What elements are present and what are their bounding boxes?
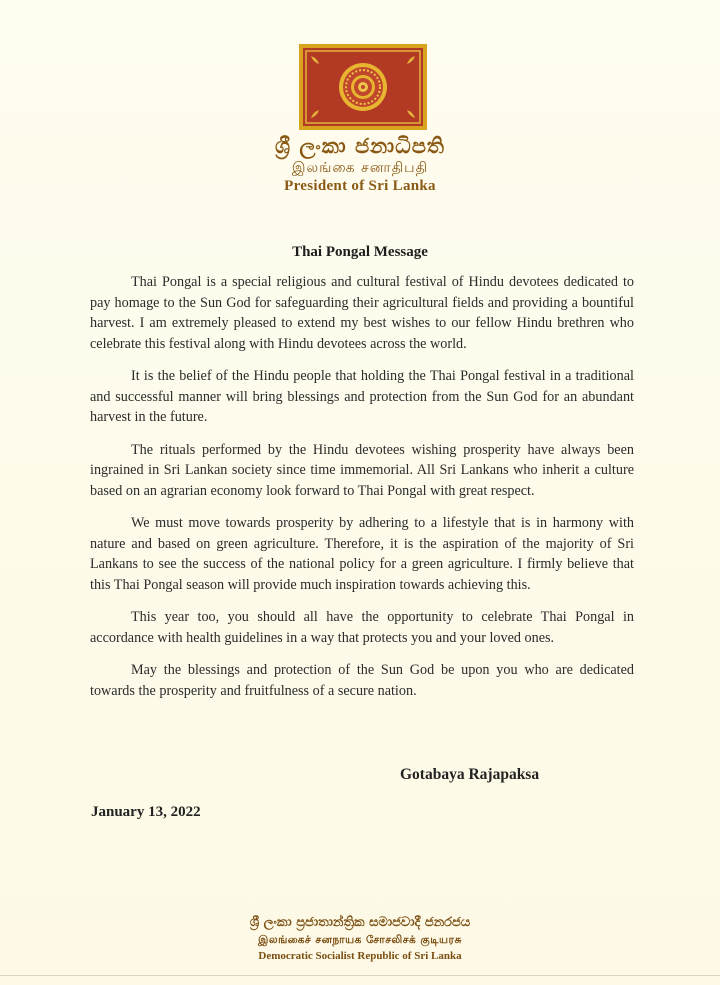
bottom-divider (0, 975, 720, 976)
paragraph-4: We must move towards prosperity by adhering to a lifestyle that is in harmony with nature and based on green agriculture. Therefore, it is the aspiration of the majority of Sri Lankans to see the success of the national policy for a green agriculture. I firmly believe that this Thai Pongal season will provide much inspiration towards achieving this. (90, 515, 634, 593)
paragraph-5: This year too, you should all have the opportunity to celebrate Thai Pongal in accordance with health guidelines in a way that protects you and your loved ones. (90, 609, 634, 646)
paragraph-6: May the blessings and protection of the Sun God be upon you who are dedicated towards the prosperity and fruitfulness of a secure nation. (90, 662, 634, 699)
letterhead-english: President of Sri Lanka (284, 178, 436, 194)
footer-english: Democratic Socialist Republic of Sri Lanka (258, 950, 462, 962)
presidential-flag-emblem-icon (299, 44, 427, 130)
paragraph-2: It is the belief of the Hindu people that holding the Thai Pongal festival in a traditional and successful manner will bring blessings and protection from the Sun God for an abundant harvest in the future. (90, 368, 634, 425)
message-title: Thai Pongal Message (292, 244, 428, 260)
footer-tamil: இலங்கைச் சனநாயக சோசலிசக் குடியரசு (258, 934, 462, 946)
letterhead-tamil: இலங்கை சனாதிபதி (291, 160, 429, 176)
signatory-name: Gotabaya Rajapaksa (400, 766, 540, 783)
letterhead-sinhala: ශ්‍රී ලංකා ජනාධිපති (275, 134, 445, 158)
paragraph-3: The rituals performed by the Hindu devotees wishing prosperity have always been ingrained in Sri Lankan society since time immemorial. All Sri Lankans who inherit a culture based on an agrarian economy look forward to Thai Pongal with great respect. (90, 441, 634, 499)
paragraph-1: Thai Pongal is a special religious and cultural festival of Hindu devotees dedicated to pay homage to the Sun God for safeguarding their agricultural fields and providing a bountiful harvest. I am extremely pleased to extend my best wishes to our fellow Hindu brethren who celebrate this festival along with Hindu devotees across the world. (90, 274, 634, 352)
message-body (90, 272, 634, 713)
footer-sinhala: ශ්‍රී ලංකා ප්‍රජාතාන්ත්‍රික සමාජවාදී ජනරජය (249, 915, 471, 930)
message-date: January 13, 2022 (91, 804, 201, 820)
